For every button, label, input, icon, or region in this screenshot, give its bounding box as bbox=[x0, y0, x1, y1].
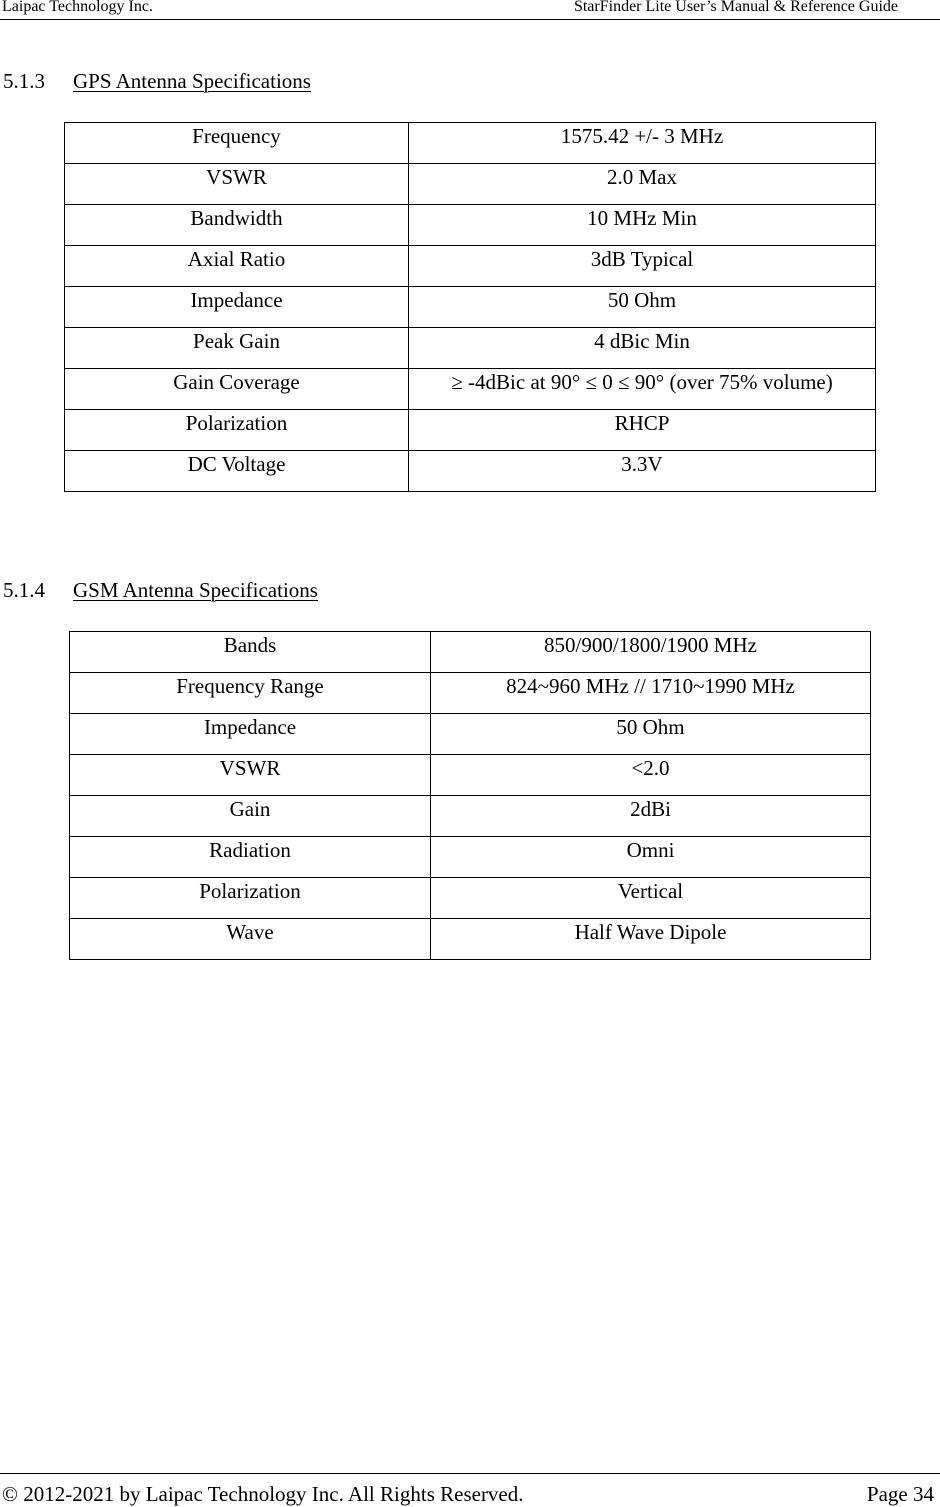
spec-label: Axial Ratio bbox=[65, 246, 409, 287]
footer-page-number: Page 34 bbox=[866, 1482, 934, 1506]
spec-label: Bandwidth bbox=[65, 205, 409, 246]
gsm-section-heading bbox=[3, 578, 318, 602]
spec-label: VSWR bbox=[70, 755, 431, 796]
spec-label: Frequency Range bbox=[70, 673, 431, 714]
gps-section-heading bbox=[3, 69, 311, 93]
spec-value: 2.0 Max bbox=[409, 164, 876, 205]
table-row bbox=[65, 123, 876, 164]
spec-value: 10 MHz Min bbox=[409, 205, 876, 246]
spec-value: 4 dBic Min bbox=[409, 328, 876, 369]
footer-copyright: © 2012-2021 by Laipac Technology Inc. All Rights Reserved. bbox=[2, 1482, 524, 1506]
header-document-title: StarFinder Lite User’s Manual & Reference Guide bbox=[573, 0, 898, 15]
page-header bbox=[0, 0, 940, 20]
spec-value: 2dBi bbox=[431, 796, 871, 837]
spec-label: Frequency bbox=[65, 123, 409, 164]
table-row bbox=[65, 246, 876, 287]
spec-label: Wave bbox=[70, 919, 431, 960]
gsm-section-title: GSM Antenna Specifications bbox=[73, 578, 318, 602]
table-row bbox=[65, 410, 876, 451]
spec-value: 50 Ohm bbox=[409, 287, 876, 328]
spec-value: 3.3V bbox=[409, 451, 876, 492]
spec-label: Peak Gain bbox=[65, 328, 409, 369]
table-row bbox=[70, 673, 871, 714]
table-row bbox=[65, 164, 876, 205]
spec-value: <2.0 bbox=[431, 755, 871, 796]
gsm-section-number: 5.1.4 bbox=[3, 578, 45, 602]
spec-label: Polarization bbox=[70, 878, 431, 919]
spec-value: Vertical bbox=[431, 878, 871, 919]
gsm-spec-table bbox=[69, 631, 871, 960]
spec-label: Impedance bbox=[65, 287, 409, 328]
spec-value: Half Wave Dipole bbox=[431, 919, 871, 960]
table-row bbox=[70, 796, 871, 837]
spec-label: DC Voltage bbox=[65, 451, 409, 492]
spec-label: Radiation bbox=[70, 837, 431, 878]
table-row bbox=[70, 837, 871, 878]
spec-label: Gain Coverage bbox=[65, 369, 409, 410]
table-row bbox=[70, 714, 871, 755]
spec-label: Impedance bbox=[70, 714, 431, 755]
spec-value: Omni bbox=[431, 837, 871, 878]
spec-label: VSWR bbox=[65, 164, 409, 205]
spec-value: 50 Ohm bbox=[431, 714, 871, 755]
spec-label: Gain bbox=[70, 796, 431, 837]
table-row bbox=[65, 287, 876, 328]
spec-label: Bands bbox=[70, 632, 431, 673]
table-row bbox=[65, 451, 876, 492]
table-row bbox=[70, 632, 871, 673]
table-row bbox=[70, 919, 871, 960]
spec-value: RHCP bbox=[409, 410, 876, 451]
spec-value: 850/900/1800/1900 MHz bbox=[431, 632, 871, 673]
spec-value: 3dB Typical bbox=[409, 246, 876, 287]
table-row bbox=[65, 205, 876, 246]
header-company: Laipac Technology Inc. bbox=[2, 0, 153, 15]
table-row bbox=[70, 755, 871, 796]
page-footer bbox=[0, 1473, 940, 1507]
table-row bbox=[65, 328, 876, 369]
gps-section-number: 5.1.3 bbox=[3, 69, 45, 93]
table-row bbox=[65, 369, 876, 410]
gps-section-title: GPS Antenna Specifications bbox=[73, 69, 311, 93]
spec-value: 824~960 MHz // 1710~1990 MHz bbox=[431, 673, 871, 714]
spec-label: Polarization bbox=[65, 410, 409, 451]
table-row bbox=[70, 878, 871, 919]
spec-value: 1575.42 +/- 3 MHz bbox=[409, 123, 876, 164]
spec-value: ≥ -4dBic at 90° ≤ 0 ≤ 90° (over 75% volume) bbox=[409, 369, 876, 410]
gps-spec-table bbox=[64, 122, 876, 492]
